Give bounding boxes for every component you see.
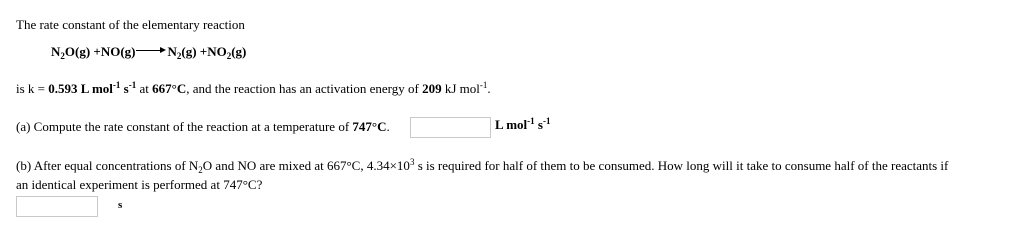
part-a-answer-input[interactable] (410, 117, 491, 138)
rate-constant-value: 0.593 L mol$^{-1}$ $s^{-1}$ (48, 80, 137, 96)
intro-text: The rate constant of the elementary reaction (16, 17, 245, 32)
initial-temperature: 667°C (152, 81, 187, 96)
part-b-question-line2: an identical experiment is performed at 747°C? (16, 177, 263, 192)
part-a-question: (a) Compute the rate constant of the reaction at a temperature of 747°C. (16, 119, 390, 134)
part-b-question-line1: (b) After equal concentrations of $N_2O$ and NO are mixed at 667°C, $4.34\times 10^3$ s is required for half of them to be consumed. How long will it take to consume half of the reactants if (16, 157, 949, 175)
reaction-arrow-icon (136, 47, 166, 55)
given-conditions: is k = 0.593 L mol$^{-1}$ $s^{-1}$ at 667°C, and the reaction has an activation energy of 209 kJ mol$^{-1}$. (16, 80, 491, 96)
part-b-answer-input[interactable] (16, 196, 98, 217)
activation-energy-value: 209 (422, 81, 442, 96)
part-a-unit: L mol$^{-1}$ $s^{-1}$ (495, 116, 551, 132)
part-b-unit: s (118, 199, 123, 211)
reaction-equation: $N_2O(g) +NO(g)$ $N_2(g) +NO_2(g)$ (51, 44, 247, 61)
